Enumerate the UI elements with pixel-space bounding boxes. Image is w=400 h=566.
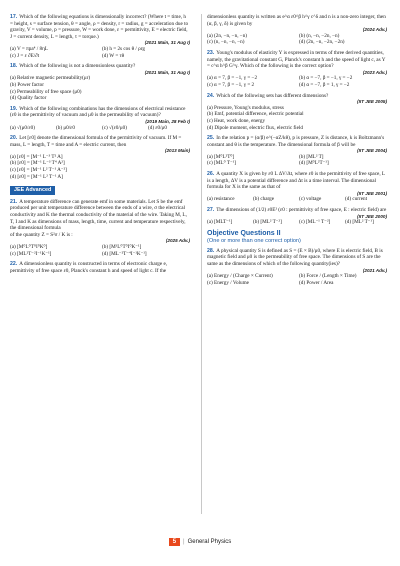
option-a[interactable]: (a) [M⁰L⁰T⁰I⁰K⁰] (10, 244, 48, 250)
option-c[interactable]: (c) √(ε0/μ0) (102, 124, 127, 131)
option-b[interactable]: (b) [ML² T] (299, 153, 324, 160)
option-d[interactable]: (d) [ML⁻²T⁻⁴I⁻¹K⁻¹] (102, 250, 147, 257)
question-number: 27. (207, 207, 215, 214)
question-source: (2023 Adv.) (362, 69, 387, 75)
options (207, 196, 387, 203)
option-c[interactable]: (c) (n, −n, −n, −n) (207, 39, 245, 46)
question-source: (2021 Main, 31 Aug I) (144, 69, 190, 75)
question-27 (207, 207, 387, 226)
option-b[interactable]: (b) Emf, potential difference, electric potential (207, 111, 304, 118)
options (207, 105, 387, 131)
question-source: (2025 Adv.) (165, 238, 190, 244)
option-c[interactable]: (c) [ML⁻¹ T⁻²] (299, 219, 331, 226)
question-number: 19. (10, 105, 18, 112)
option-d[interactable]: (d) [M⁰L²T⁻¹] (299, 160, 329, 167)
section-subheading: (One or more than one correct option) (207, 237, 301, 244)
footer-separator: | (183, 539, 185, 545)
option-a[interactable]: (a) Pressure, Young's modulus, stress (207, 104, 284, 111)
question-text: Which of the following equations is dimensionally incorrect? (Where t = time, h = height, s = surface tension, θ = angle, ρ = density, r = radius, g = acceleration due to gravity, V = volume, p = pressure, W = work done, ε = permittivity, E = electric field, J = current density, L = length, τ = torque.) (10, 14, 189, 40)
option-d[interactable]: (d) Power / Area (299, 279, 334, 286)
right-column (207, 14, 387, 290)
option-a[interactable]: (a) resistance (207, 196, 235, 203)
question-source: (IIT JEE 2001) (357, 190, 387, 196)
option-d[interactable]: (d) [ε0] = [M⁻¹ L² T⁻¹ A] (10, 173, 63, 180)
question-number: 23. (207, 49, 215, 56)
question-source: (2024 Adv.) (362, 27, 387, 33)
option-b[interactable]: (b) Power factor (10, 81, 44, 88)
option-c[interactable]: (c) α = 7, β = −1, γ = 2 (207, 81, 255, 88)
options (207, 154, 387, 167)
option-c[interactable]: (c) J = ε ∂E/∂t (10, 52, 40, 59)
option-c[interactable]: (c) [ML²T⁻²I⁻¹K⁻¹] (10, 250, 52, 257)
left-column (10, 14, 190, 278)
question-text: A physical quantity S is defined as S = (E × B)/μ0, where E is electric field, B is magnetic field and μ0 is the permeability of free space. The dimensions of S are the same as the dimensions of which of the following quantity(ies)? (207, 247, 383, 267)
option-b[interactable]: (b) [ε0] = [M⁻¹ L⁻³ T⁴ A²] (10, 160, 65, 167)
question-number: 22. (10, 261, 18, 268)
question-23 (207, 50, 387, 89)
options (207, 273, 387, 286)
question-22 (10, 261, 190, 274)
question-25 (207, 135, 387, 167)
page-footer (0, 538, 400, 546)
option-c[interactable]: (c) voltage (299, 196, 322, 203)
question-22-continued (207, 14, 387, 46)
option-d[interactable]: (d) [ML² T⁻¹] (345, 219, 374, 226)
question-text: Which of the following is not a dimensionless quantity? (19, 63, 136, 70)
question-number: 25. (207, 135, 215, 142)
option-d[interactable]: (d) Dipole moment, electric flux, electric field (207, 124, 303, 131)
option-a[interactable]: (a) α = 7, β = −1, γ = −2 (207, 75, 258, 82)
question-text: In the relation p = (α/β) e^(−αZ/kθ), p is pressure, Z is distance, k is Boltzmann's constant and θ is the temperature. The dimensional formula of β will be (207, 135, 385, 148)
question-source: (IIT JEE 2005) (357, 99, 387, 105)
option-a[interactable]: (a) (2n, −n, −n, −n) (207, 32, 248, 39)
question-source: (IIT JEE 2004) (357, 148, 387, 154)
option-c[interactable]: (c) Permeability of free space (μ0) (10, 88, 82, 95)
question-source: (2021 Main, 31 Aug I) (144, 40, 190, 46)
option-d[interactable]: (d) current (345, 196, 368, 203)
question-20 (10, 135, 190, 180)
options (207, 33, 387, 46)
option-a[interactable]: (a) [MLT⁻¹] (207, 219, 233, 226)
options (207, 219, 387, 226)
question-24 (207, 93, 387, 132)
option-a[interactable]: (a) [ε0] = [M⁻¹ L⁻³ T² A] (10, 153, 63, 160)
question-source: (2021 Adv.) (362, 267, 387, 273)
option-d[interactable]: (d) W = τθ (102, 52, 125, 59)
option-a[interactable]: (a) Energy / (Charge × Current) (207, 273, 273, 280)
question-text: The dimensions of (1/2) ε0E² (ε0 : permittivity of free space, E : electric field) are (216, 207, 387, 214)
column-divider (201, 14, 202, 514)
option-d[interactable]: (d) ε0/μ0 (148, 124, 167, 131)
question-source: (2013 Main) (164, 148, 190, 154)
options (10, 244, 190, 257)
option-b[interactable]: (b) [M¹L⁰T⁰I⁰K⁻¹] (102, 244, 142, 250)
option-b[interactable]: (b) Force / (Length × Time) (299, 273, 357, 280)
question-number: 20. (10, 135, 18, 142)
question-formula: of the quantity Z = S²σ / K is : (10, 231, 73, 238)
options (10, 154, 190, 180)
option-c[interactable]: (c) Energy / Volume (207, 279, 249, 286)
question-text: Young's modulus of elasticity Y is expressed in terms of three derived quantities, namely, the gravitational constant G, Planck's constant h and the speed of light c, as Y = c^α h^β G^γ. Which of the following is the correct option? (207, 49, 386, 70)
question-text: Which of the following sets has different dimensions? (216, 92, 329, 99)
option-c[interactable]: (c) Heat, work done, energy (207, 117, 266, 124)
question-number: 28. (207, 247, 215, 254)
question-number: 24. (207, 92, 215, 99)
options (207, 75, 387, 88)
question-number: 18. (10, 63, 18, 70)
question-source: (2019 Main, 28 Feb I) (145, 118, 190, 124)
question-19 (10, 106, 190, 131)
option-c[interactable]: (c) [ML⁰ T⁻¹] (207, 160, 237, 167)
option-b[interactable]: (b) (n, −n, −2n, −n) (299, 32, 340, 39)
question-21 (10, 199, 190, 257)
question-28 (207, 248, 387, 287)
option-a[interactable]: (a) √(μ0/ε0) (10, 124, 35, 131)
option-a[interactable]: (a) Relative magnetic permeability(μr) (10, 75, 91, 82)
question-text: dimensionless quantity is written as e^α ε0^β h^γ c^δ and n is a non-zero integer, then (α, β, γ, δ) is given by (207, 14, 386, 27)
question-18 (10, 63, 190, 102)
question-source: (IIT JEE 2000) (357, 213, 387, 219)
question-text: A dimensionless quantity is constructed in terms of electronic charge e, permittivity of free space ε0, Planck's constant h and speed of light c. If the (10, 261, 168, 274)
section-heading-jee-advanced: JEE Advanced (10, 186, 55, 195)
question-number: 21. (10, 198, 18, 205)
option-d[interactable]: (d) Quality factor (10, 95, 47, 102)
option-d[interactable]: (d) α = −7, β = 1, γ = −2 (299, 81, 350, 88)
question-number: 17. (10, 14, 18, 20)
option-c[interactable]: (c) [ε0] = [M⁻¹ L² T⁻¹ A⁻²] (10, 167, 67, 174)
option-a[interactable]: (a) V = πpa⁴ / 8ηL (10, 45, 48, 52)
question-26 (207, 171, 387, 203)
question-text: Let [ε0] denote the dimensional formula of the permittivity of vacuum. If M = mass, L = length, T = time and A = electric current, then (10, 135, 182, 148)
options (10, 125, 190, 132)
question-17 (10, 14, 190, 59)
page-number: 5 (169, 538, 180, 546)
options (10, 75, 190, 101)
options (10, 46, 190, 59)
question-text: Which of the following combinations has the dimensions of electrical resistance (ε0 is the permittivity of vacuum and μ0 is the permeability of vacuum)? (10, 105, 186, 119)
question-number: 26. (207, 171, 215, 178)
option-b[interactable]: (b) α = −7, β = −1, γ = −2 (299, 75, 353, 82)
option-b[interactable]: (b) charge (253, 196, 275, 203)
question-text: A temperature difference can generate emf in some materials. Let S be the emf produced per unit temperature difference between the ends of a wire, σ the electrical conductivity and K the thermal conductivity of the material of the wire. Taking M, L, T, I and K as dimensions of mass, length, time, current and temperature respectively, the dimensional formula (10, 198, 187, 232)
book-title: General Physics (187, 539, 232, 545)
question-text: A quantity X is given by ε0 L ΔV/Δt, where ε0 is the permittivity of free space, L is a length, ΔV is a potential difference and Δt is a time interval. The dimensional formula for X is the same as that of (207, 171, 385, 191)
option-a[interactable]: (a) [M⁰L²T⁰] (207, 153, 235, 160)
option-b[interactable]: (b) h = 2s cos θ / ρrg (102, 45, 145, 52)
section-heading-objective-2: Objective Questions II (207, 229, 281, 237)
option-b[interactable]: (b) [ML² T⁻²] (253, 219, 282, 226)
option-b[interactable]: (b) μ0/ε0 (56, 124, 75, 131)
option-d[interactable]: (d) (2n, −n, −2n, −2n) (299, 39, 345, 46)
